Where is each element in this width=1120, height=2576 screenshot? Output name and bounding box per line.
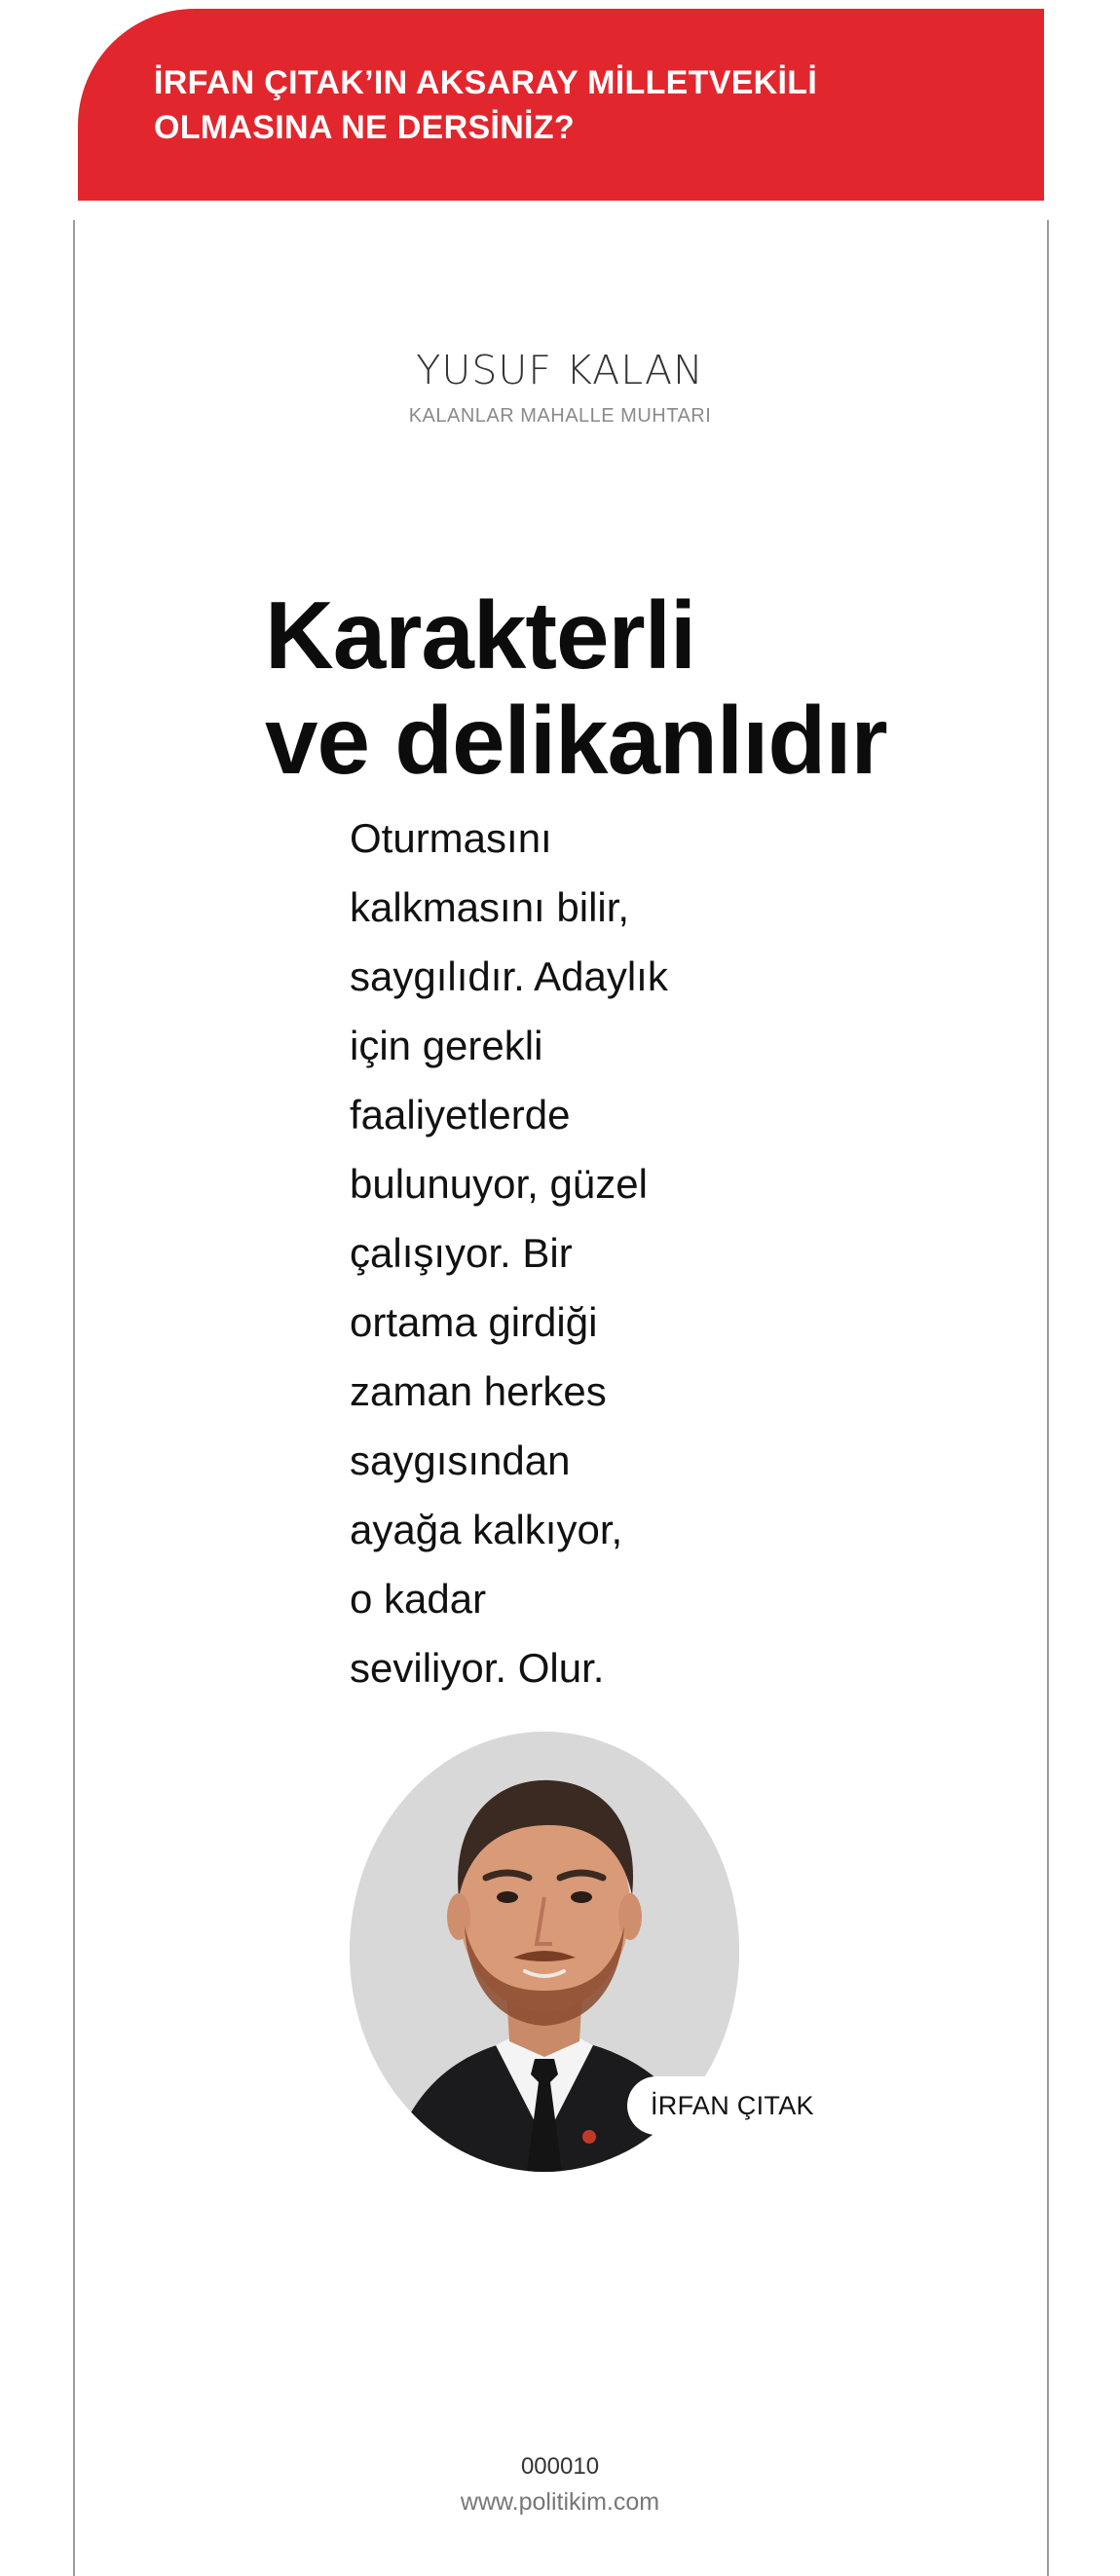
portrait-name-label: İRFAN ÇITAK: [651, 2090, 814, 2120]
headline-banner: [78, 9, 1044, 201]
page-number: 000010: [520, 2453, 600, 2480]
article-headline: Karakterli ve delikanlıdır: [265, 581, 887, 794]
article-body: Oturmasını kalkmasını bilir, saygılıdır. Adaylık için gerekli faaliyetlerde bulunuyor, güzel çalışıyor. Bir ortama girdiği zaman herkes saygısından ayağa kalkıyor, o kadar seviliyor. Olur.: [350, 815, 668, 1691]
frame-left-border: [73, 220, 75, 2576]
banner-title: İRFAN ÇITAK’IN AKSARAY MİLLETVEKİLİ OLMASINA NE DERSİNİZ?: [154, 64, 818, 146]
portrait-name-tag: [627, 2076, 822, 2135]
author-role: KALANLAR MAHALLE MUHTARI: [408, 405, 712, 427]
author-name: YUSUF KALAN: [416, 347, 704, 393]
frame-right-border: [1047, 220, 1049, 2576]
website-link[interactable]: www.politikim.com: [460, 2488, 660, 2516]
